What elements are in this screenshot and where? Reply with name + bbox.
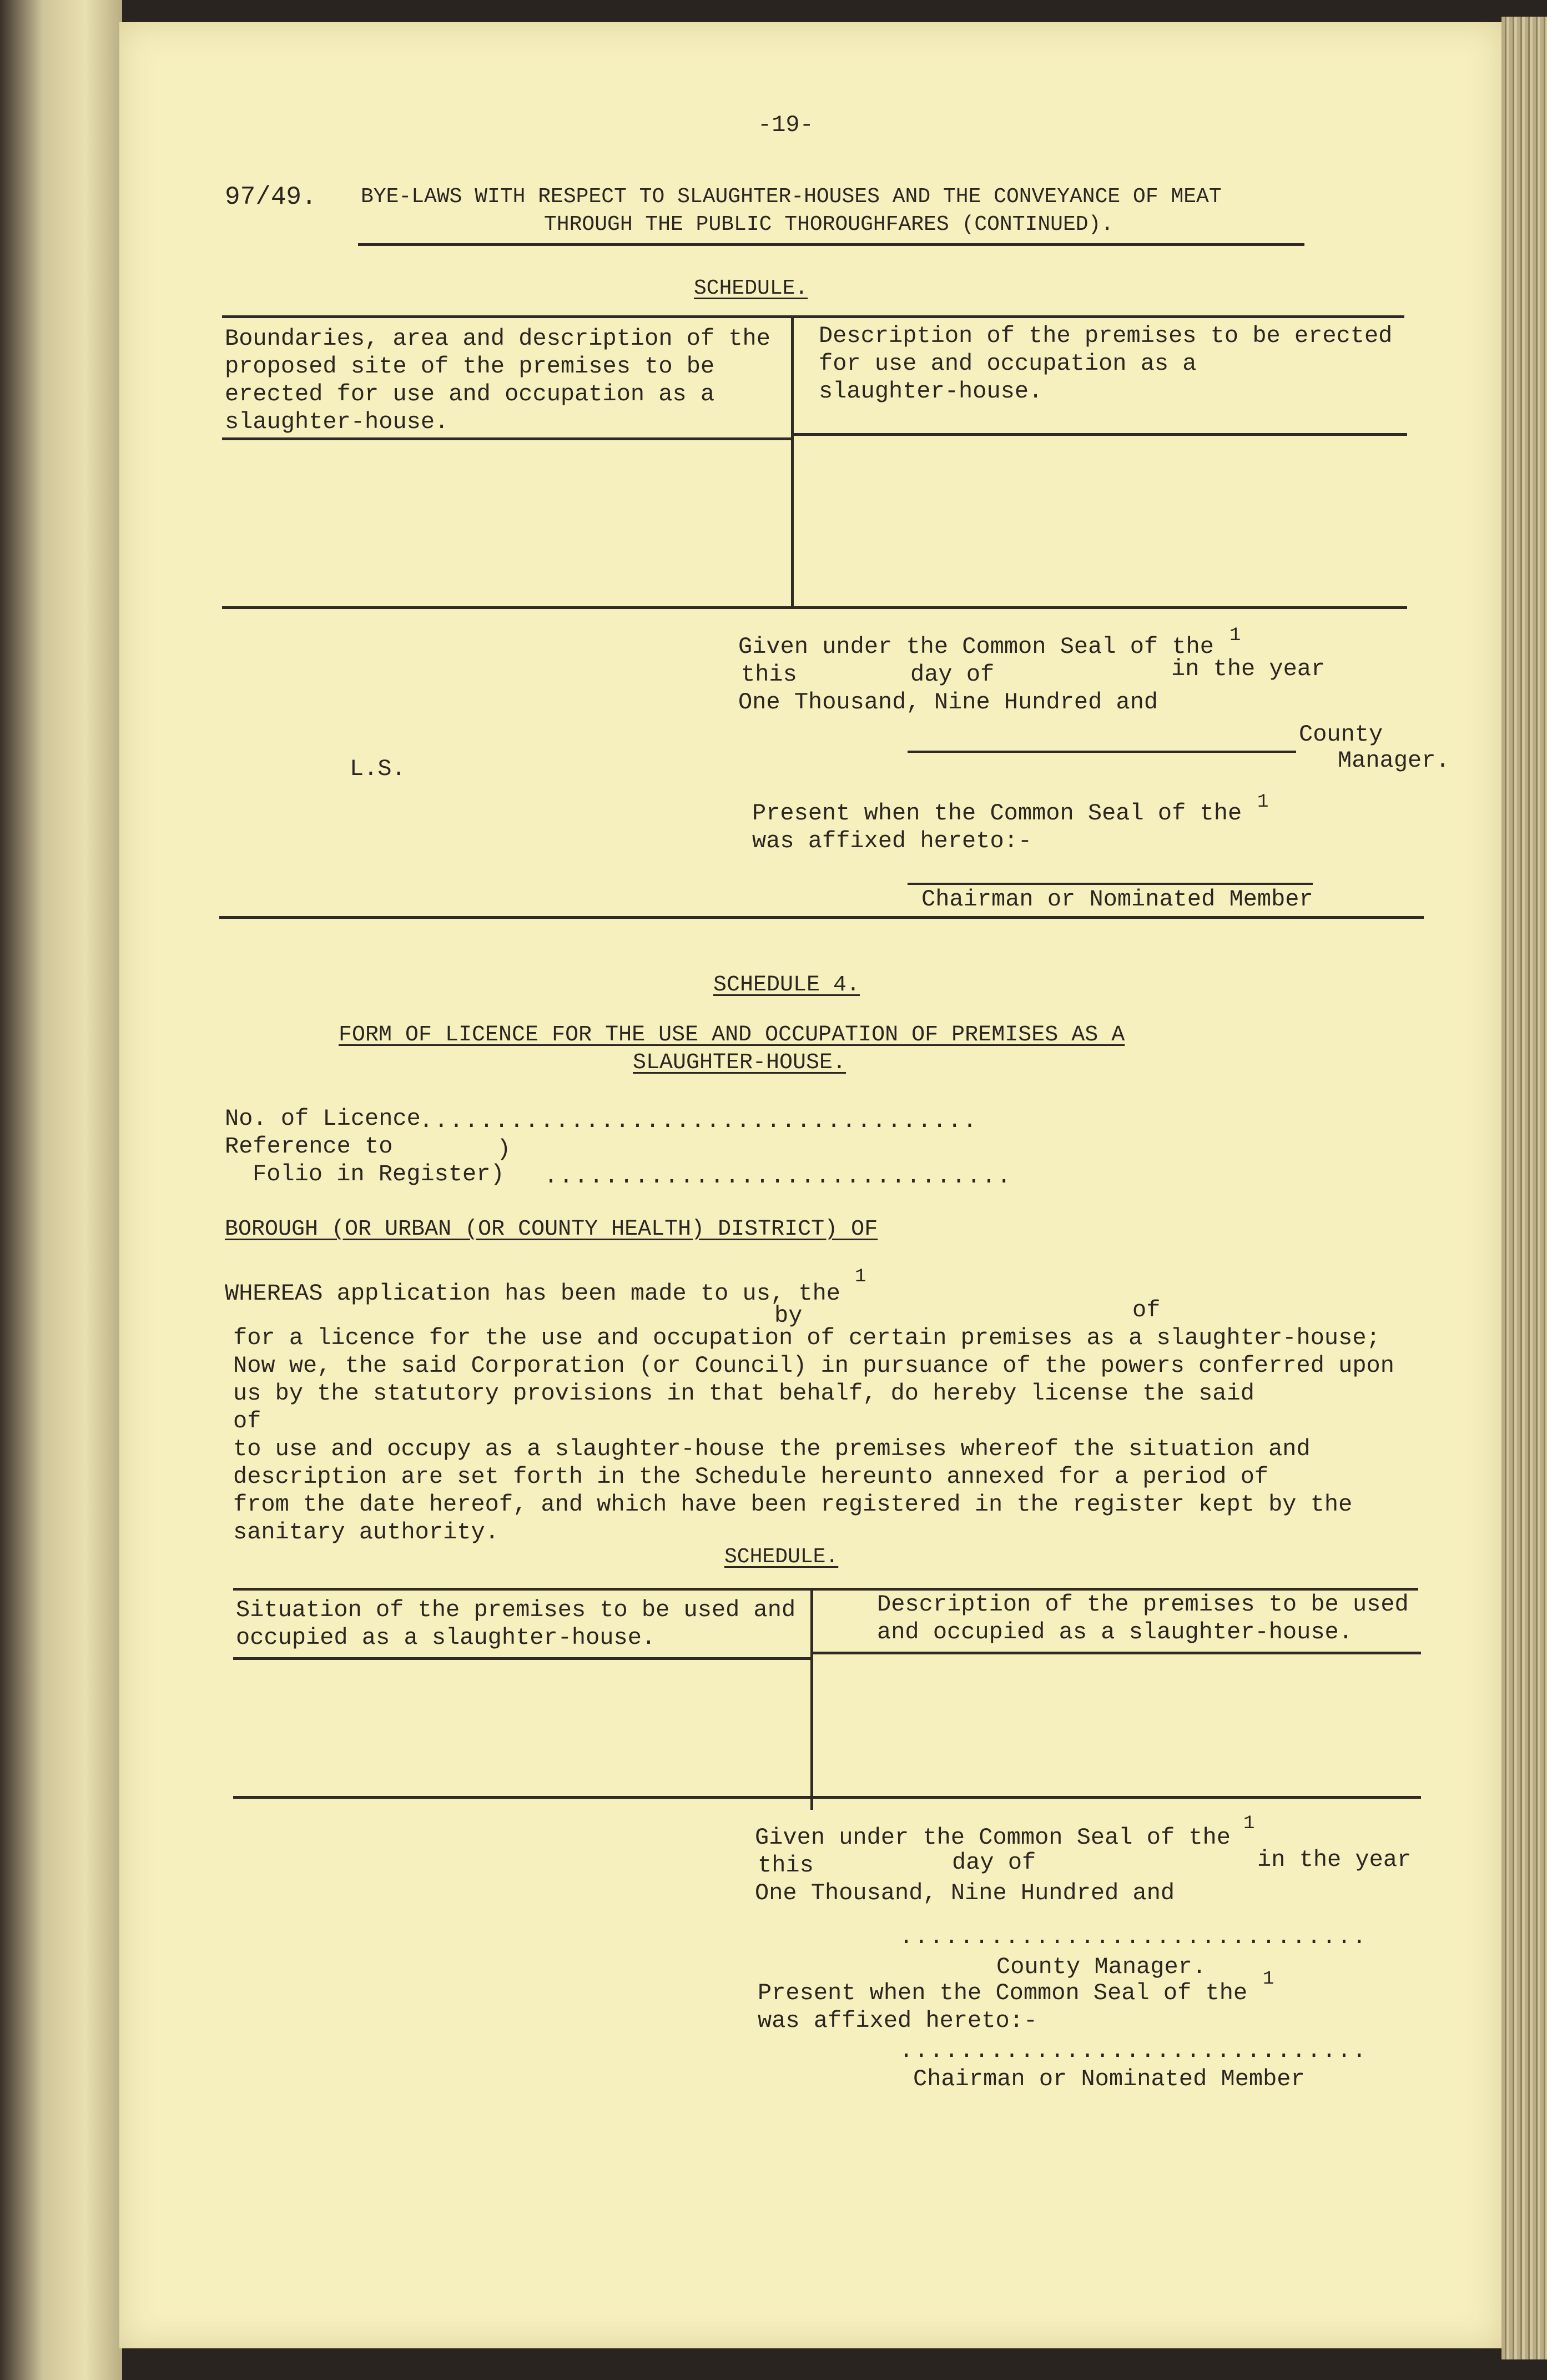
seal1-this: this	[741, 661, 797, 688]
seal1-given-under: Given under the Common Seal of the	[738, 633, 1214, 660]
document-reference: 97/49.	[225, 183, 317, 212]
body-line-3: Now we, the said Corporation (or Council) in pursuance of the powers conferred upon	[233, 1352, 1394, 1379]
seal1-manager-signature-line	[908, 751, 1296, 753]
body-line-5: of	[233, 1408, 261, 1435]
table-bottom-rule	[222, 606, 1407, 609]
table2-col1-line1: Situation of the premises to be used and	[236, 1597, 796, 1623]
seal1-locus-sigilli: L.S.	[350, 756, 406, 782]
table2-header-rule-right	[810, 1652, 1421, 1654]
title-line-2: THROUGH THE PUBLIC THOROUGHFARES (CONTINUED).	[544, 213, 1114, 237]
body-footnote: 1	[855, 1266, 866, 1287]
seal2-present-when: Present when the Common Seal of the	[758, 1980, 1248, 2006]
body-line-4: us by the statutory provisions in that behalf, do hereby license the said	[233, 1380, 1254, 1407]
folio-dotted-line: ...............................	[544, 1163, 1012, 1190]
table1-col2-line3: slaughter-house.	[819, 378, 1043, 405]
page-number: -19-	[758, 112, 814, 138]
seal1-present-when: Present when the Common Seal of the	[752, 800, 1242, 827]
licence-number-dotted-line: .....................................	[419, 1108, 978, 1134]
seal1-chairman: Chairman or Nominated Member	[921, 886, 1313, 913]
seal2-present-footnote: 1	[1263, 1969, 1274, 1990]
body-by: by	[774, 1302, 803, 1329]
body-line-8: from the date hereof, and which have been registered in the register kept by the	[233, 1491, 1353, 1518]
table2-col2-line2: and occupied as a slaughter-house.	[877, 1619, 1353, 1646]
title-line-1: BYE-LAWS WITH RESPECT TO SLAUGHTER-HOUSES AND THE CONVEYANCE OF MEAT	[361, 185, 1222, 209]
title-underline	[358, 243, 1304, 246]
seal1-day-of: day of	[910, 661, 995, 688]
table1-col1-line1: Boundaries, area and description of the	[225, 325, 770, 352]
body-of: of	[1132, 1297, 1161, 1324]
seal2-day-of: day of	[952, 1849, 1036, 1876]
seal2-manager-dotted-line: ...............................	[899, 1924, 1368, 1950]
seal2-in-the-year: in the year	[1257, 1846, 1412, 1873]
borough-heading: BOROUGH (OR URBAN (OR COUNTY HEALTH) DISTRICT) OF	[225, 1217, 878, 1242]
table1-col2-line2: for use and occupation as a	[819, 350, 1197, 377]
table-column-divider	[791, 315, 794, 608]
page-edges	[1501, 17, 1547, 2359]
form-title-line-2: SLAUGHTER-HOUSE.	[633, 1050, 846, 1075]
body-line-9: sanitary authority.	[233, 1519, 499, 1546]
seal1-county: County	[1299, 721, 1383, 748]
seal2-this: this	[758, 1852, 814, 1879]
body-line-2: for a licence for the use and occupation of certain premises as a slaughter-house;	[233, 1325, 1380, 1351]
seal2-chairman-dotted-line: ...............................	[899, 2037, 1368, 2064]
body-line-6: to use and occupy as a slaughter-house the premises whereof the situation and	[233, 1436, 1311, 1462]
licence-number-label: No. of Licence	[225, 1105, 421, 1132]
schedule-2-heading: SCHEDULE.	[724, 1545, 839, 1569]
seal1-present-footnote: 1	[1257, 792, 1269, 813]
seal2-affixed-hereto: was affixed hereto:-	[758, 2007, 1038, 2034]
seal1-affixed-hereto: was affixed hereto:-	[752, 828, 1032, 854]
table2-col1-line2: occupied as a slaughter-house.	[236, 1624, 656, 1651]
book-spine	[0, 0, 122, 2380]
seal1-chairman-signature-line	[908, 883, 1313, 885]
schedule-heading: SCHEDULE.	[694, 276, 808, 300]
table2-col2-line1: Description of the premises to be used	[877, 1591, 1409, 1618]
section-divider	[219, 916, 1424, 919]
table-header-rule-left	[222, 437, 794, 440]
table-header-rule-right	[791, 433, 1407, 436]
seal2-given-under: Given under the Common Seal of the	[755, 1824, 1231, 1851]
reference-to-label: Reference to	[225, 1133, 393, 1160]
seal2-county-manager: County Manager.	[996, 1954, 1207, 1980]
table2-header-rule-left	[233, 1657, 813, 1660]
seal1-footnote: 1	[1229, 625, 1241, 646]
table1-col1-line3: erected for use and occupation as a	[225, 381, 715, 407]
table-top-rule	[222, 315, 1404, 318]
seal2-footnote: 1	[1243, 1813, 1255, 1834]
reference-bracket: )	[497, 1136, 511, 1163]
document-page	[119, 22, 1501, 2348]
schedule-4-heading: SCHEDULE 4.	[713, 973, 860, 998]
table2-bottom-rule	[233, 1796, 1421, 1799]
seal1-manager: Manager.	[1338, 747, 1450, 774]
folio-in-register-label: Folio in Register)	[253, 1161, 505, 1188]
table1-col1-line2: proposed site of the premises to be	[225, 353, 715, 380]
table1-col1-line4: slaughter-house.	[225, 409, 449, 435]
seal1-in-the-year: in the year	[1171, 656, 1326, 682]
seal1-one-thousand: One Thousand, Nine Hundred and	[738, 689, 1158, 716]
seal2-chairman: Chairman or Nominated Member	[913, 2066, 1305, 2092]
table2-column-divider	[810, 1588, 813, 1810]
table1-col2-line1: Description of the premises to be erected	[819, 323, 1393, 349]
form-title-line-1: FORM OF LICENCE FOR THE USE AND OCCUPATION OF PREMISES AS A	[339, 1023, 1125, 1048]
body-line-7: description are set forth in the Schedule hereunto annexed for a period of	[233, 1463, 1269, 1490]
body-line-1: WHEREAS application has been made to us, the	[225, 1280, 840, 1307]
seal2-one-thousand: One Thousand, Nine Hundred and	[755, 1880, 1175, 1906]
